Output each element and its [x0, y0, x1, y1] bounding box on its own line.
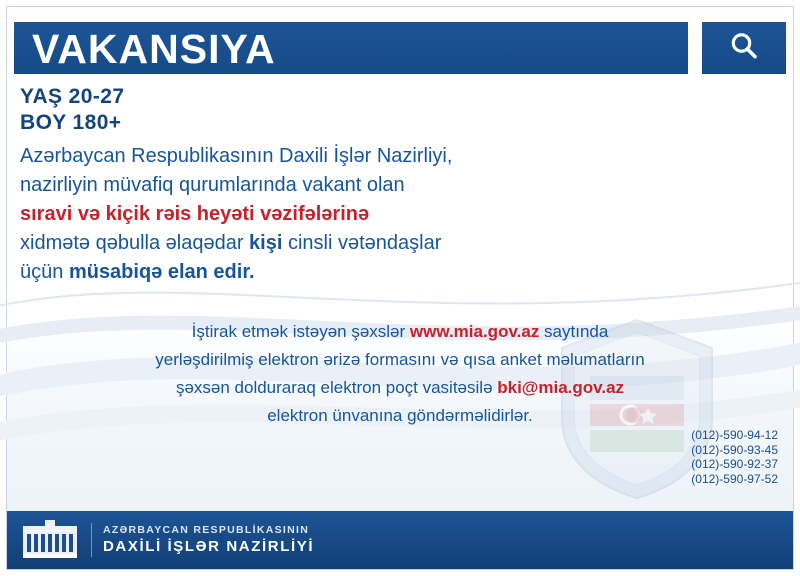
instruction-segment: saytında: [539, 322, 609, 341]
poster-footer: [7, 511, 793, 569]
announcement-line: [20, 200, 680, 229]
instructions-text: [20, 318, 780, 430]
announcement-line: [20, 171, 680, 200]
announcement-line: [20, 142, 680, 171]
instruction-line: [20, 402, 780, 430]
email-link[interactable]: bki@mia.gov.az: [497, 378, 625, 397]
phone-number: (012)-590-92-37: [691, 457, 778, 471]
ministry-building-icon: [21, 520, 79, 560]
announcement-segment: nazirliyin müvafiq qurumlarında vakant olan: [20, 174, 405, 196]
instruction-line: [20, 346, 780, 374]
instruction-line: [20, 318, 780, 346]
footer-divider: [91, 523, 92, 557]
announcement-segment-bold: müsabiqə elan edir.: [68, 261, 255, 283]
announcement-line: [20, 229, 680, 258]
instruction-segment: yerləşdirilmiş elektron ərizə formasını və qısa anket məlumatların: [155, 350, 645, 369]
announcement-segment-highlight: sıravi və kiçik rəis heyəti vəzifələrinə: [20, 203, 370, 225]
announcement-segment: Azərbaycan Respublikasının Daxili İşlər Nazirliyi,: [20, 145, 453, 167]
instruction-line: [20, 374, 780, 402]
footer-org-name: DAXİLİ İŞLƏR NAZİRLİYİ: [103, 538, 315, 555]
phone-number: (012)-590-93-45: [691, 442, 778, 457]
instruction-segment: şəxsən dolduraraq elektron poçt vasitəsilə: [175, 378, 498, 397]
page-title: VAKANSIYA: [32, 26, 276, 72]
instruction-segment: İştirak etmək istəyən şəxslər: [191, 322, 410, 341]
announcement-text: [20, 142, 680, 287]
announcement-segment-bold: kişi: [249, 232, 283, 254]
contact-phone-list: [691, 428, 778, 486]
announcement-segment: üçün: [20, 261, 69, 283]
poster-header: [14, 22, 786, 74]
phone-number: (012)-590-97-52: [691, 471, 778, 486]
requirement-age: YAŞ 20-27: [20, 85, 125, 108]
phone-number: (012)-590-94-12: [691, 428, 778, 442]
footer-org-country: AZƏRBAYCAN RESPUBLİKASININ: [103, 524, 310, 536]
search-icon: [727, 29, 761, 68]
website-link[interactable]: www.mia.gov.az: [409, 322, 540, 341]
announcement-line: [20, 258, 680, 287]
instruction-segment: elektron ünvanına göndərməlidirlər.: [267, 406, 533, 425]
announcement-segment: xidmətə qəbulla əlaqədar: [20, 232, 250, 254]
requirements-list: [20, 84, 124, 136]
requirement-height: BOY 180+: [20, 111, 122, 134]
search-button[interactable]: [702, 22, 786, 74]
announcement-segment: cinsli vətəndaşlar: [282, 232, 442, 254]
header-bar: [14, 22, 688, 74]
footer-branding: [103, 523, 314, 556]
